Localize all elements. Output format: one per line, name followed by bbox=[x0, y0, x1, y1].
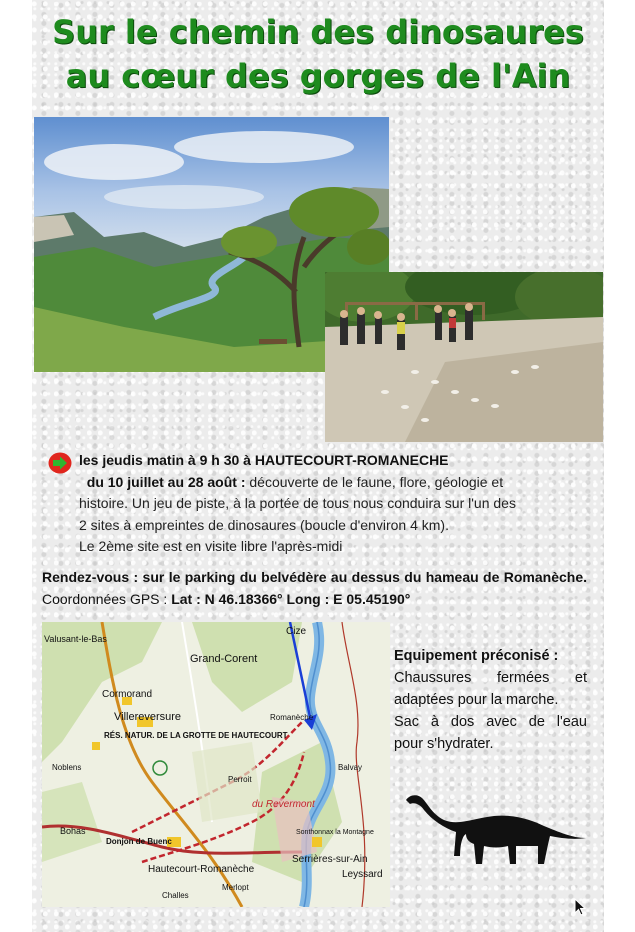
mouse-cursor-icon bbox=[574, 898, 586, 916]
map-label-reserve: RÉS. NATUR. DE LA GROTTE DE HAUTECOURT bbox=[104, 731, 288, 740]
schedule-line-3: histoire. Un jeu de piste, à la portée de tous nous conduira sur l'un des bbox=[79, 495, 516, 511]
map-label-noblens: Noblens bbox=[52, 763, 82, 772]
map-label-hautecourt: Hautecourt-Romanèche bbox=[148, 864, 255, 875]
map-label-sonthonnax: Sonthonnax la Montagne bbox=[296, 829, 374, 836]
dinosaur-silhouette-icon bbox=[404, 792, 588, 868]
map-label-perroit: Perroit bbox=[228, 775, 252, 784]
map-label-cize: Cize bbox=[286, 626, 307, 637]
map-label-grand-corent: Grand-Corent bbox=[190, 653, 258, 665]
map-label-balvay: Balvay bbox=[338, 763, 363, 772]
map-label-donjon: Donjon de Buenc bbox=[106, 837, 172, 846]
map-label-merlopt: Merlopt bbox=[222, 883, 249, 892]
map-label-valusant: Valusant-le-Bas bbox=[44, 634, 107, 644]
arrow-bullet-icon bbox=[48, 452, 72, 474]
schedule-line-1: les jeudis matin à 9 h 30 à HAUTECOURT-ROMANECHE bbox=[79, 452, 449, 468]
equipment-line-1: Chaussures fermées et bbox=[394, 670, 587, 686]
equipment-line-2: adaptées pour la marche. bbox=[394, 692, 559, 708]
schedule-line-2-rest: découverte de le faune, flore, géologie et bbox=[245, 473, 504, 490]
schedule-line-5: Le 2ème site est en visite libre l'après-midi bbox=[79, 538, 343, 554]
map-label-romaneche: Romanèche bbox=[270, 713, 314, 722]
map-label-serrieres: Serrières-sur-Ain bbox=[292, 854, 368, 865]
equipment-line-4: pour s'hydrater. bbox=[394, 736, 494, 752]
map-label-cormorand: Cormorand bbox=[102, 689, 153, 700]
equipment-line-3: Sac à dos avec de l'eau bbox=[394, 714, 587, 730]
schedule-line-2 bbox=[79, 472, 579, 494]
schedule-dates: du 10 juillet au 28 août : bbox=[86, 473, 246, 490]
map-label-bohas: Bohas bbox=[60, 826, 86, 836]
map-label-villereversure: Villereversure bbox=[114, 711, 182, 723]
title-line-2: au cœur des gorges de l'Ain bbox=[65, 57, 571, 95]
title-line-1: Sur le chemin des dinosaures bbox=[52, 13, 584, 51]
map-label-revermont: du Revermont bbox=[252, 799, 315, 810]
meeting-label: Rendez-vous : sur le parking du belvédère au dessus du hameau de Romanèche. bbox=[42, 569, 587, 585]
equipment-heading: Equipement préconisé : bbox=[394, 648, 559, 664]
schedule-line-4: 2 sites à empreintes de dinosaures (boucle d'environ 4 km). bbox=[79, 516, 449, 533]
equipment-block bbox=[394, 645, 587, 755]
area-map bbox=[42, 622, 390, 907]
meeting-point-block bbox=[42, 566, 587, 610]
gps-value: Lat : N 46.18366° Long : E 05.45190° bbox=[171, 591, 411, 607]
page-title bbox=[32, 10, 604, 98]
map-label-leyssard: Leyssard bbox=[342, 869, 383, 880]
schedule-block bbox=[79, 450, 579, 558]
gps-label: Coordonnées GPS : bbox=[42, 591, 168, 607]
dinosaur-footprints-site-photo bbox=[325, 272, 603, 442]
map-label-challes: Challes bbox=[162, 891, 189, 900]
